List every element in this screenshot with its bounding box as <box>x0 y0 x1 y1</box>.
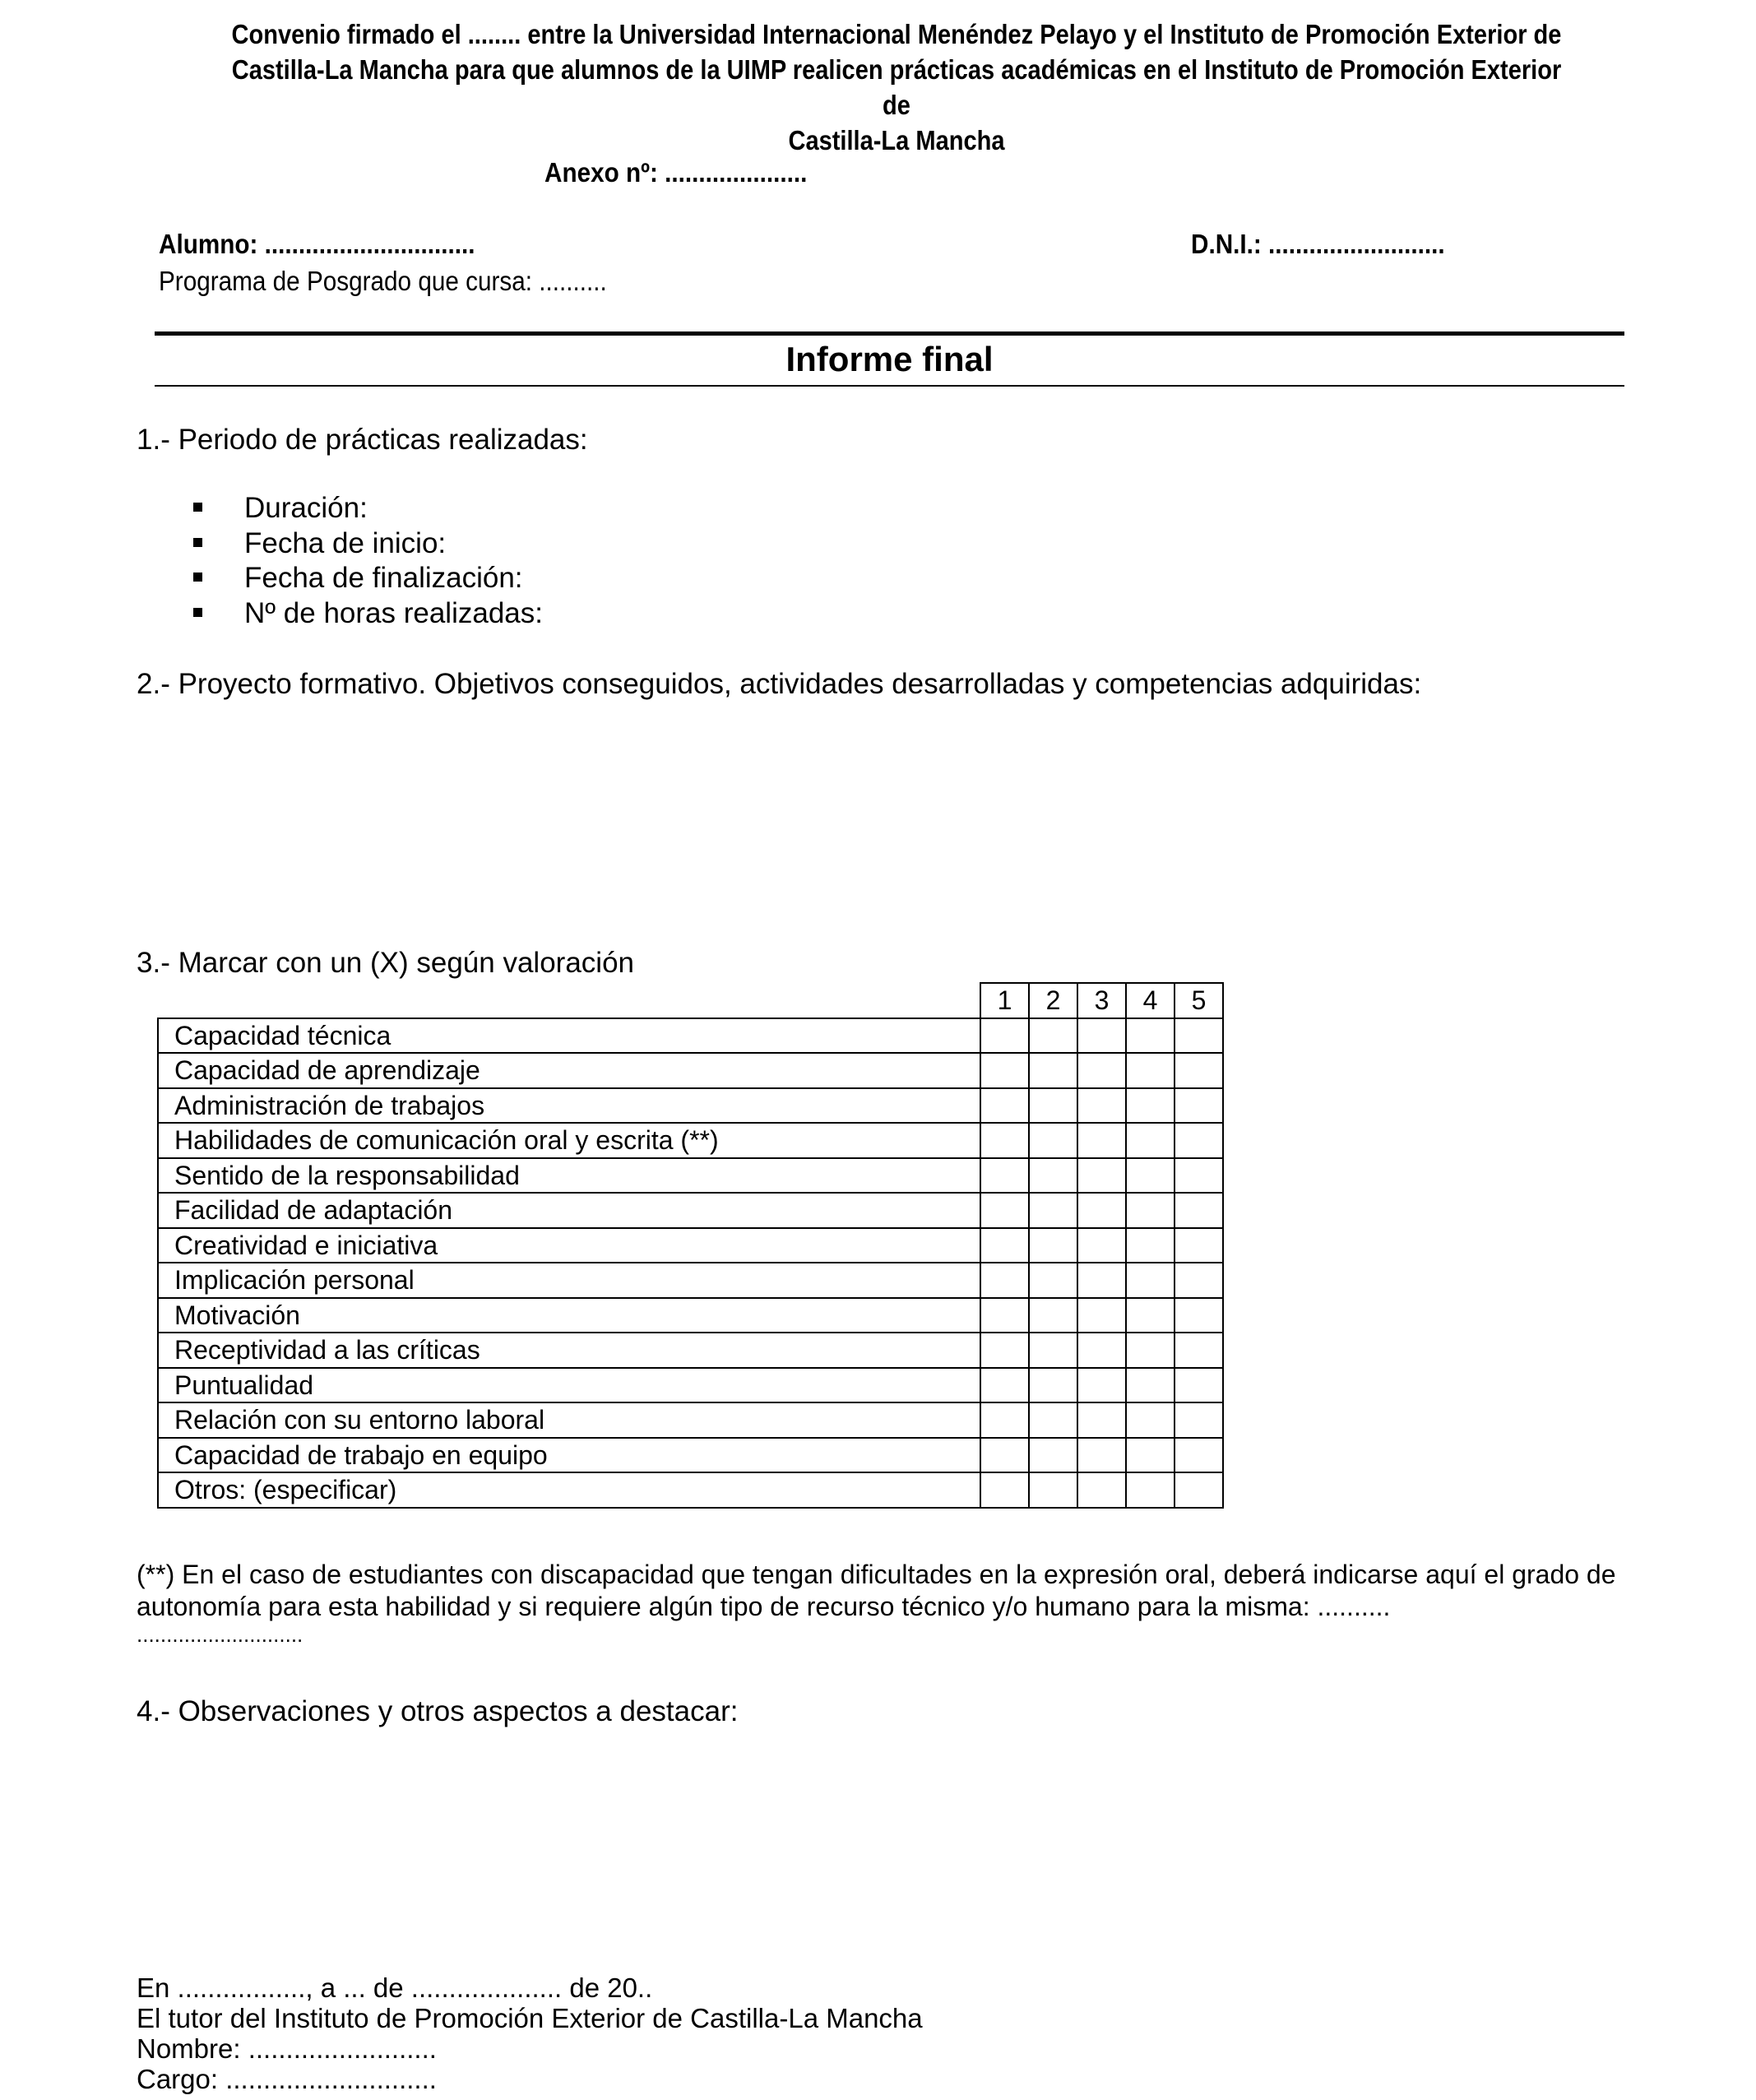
table-row <box>158 1472 1223 1508</box>
rating-cell[interactable] <box>1029 1193 1077 1228</box>
rating-cell[interactable] <box>1126 1263 1175 1298</box>
table-row <box>158 1263 1223 1298</box>
rating-cell[interactable] <box>1126 1018 1175 1054</box>
rating-cell[interactable] <box>1126 1158 1175 1194</box>
rating-cell[interactable] <box>1029 1088 1077 1124</box>
rating-cell[interactable] <box>1126 1402 1175 1438</box>
rating-cell[interactable] <box>1077 1472 1126 1508</box>
rating-cell[interactable] <box>1126 1298 1175 1333</box>
criterion-label: Puntualidad <box>158 1368 980 1403</box>
rating-cell[interactable] <box>980 1333 1029 1368</box>
rating-cell[interactable] <box>1175 1472 1223 1508</box>
rating-cell[interactable] <box>1175 1402 1223 1438</box>
student-dni: D.N.I.: .......................... <box>1191 229 1445 259</box>
rating-cell[interactable] <box>1029 1263 1077 1298</box>
bullet-square-icon <box>193 503 202 512</box>
rating-cell[interactable] <box>1077 1263 1126 1298</box>
rating-cell[interactable] <box>980 1298 1029 1333</box>
scale-1: 1 <box>980 983 1029 1018</box>
student-name: Alumno: ............................... <box>159 229 475 259</box>
criterion-label: Relación con su entorno laboral <box>158 1402 980 1438</box>
table-row <box>158 1298 1223 1333</box>
table-row <box>158 1333 1223 1368</box>
criterion-label: Facilidad de adaptación <box>158 1193 980 1228</box>
tutor-position: Cargo: ............................ <box>137 2064 437 2094</box>
rating-cell[interactable] <box>1175 1368 1223 1403</box>
list-item: Fecha de finalización: <box>193 561 543 596</box>
rating-cell[interactable] <box>1029 1472 1077 1508</box>
tutor-label: El tutor del Instituto de Promoción Exterior de Castilla-La Mancha <box>137 2003 923 2033</box>
table-row <box>158 1123 1223 1158</box>
rating-cell[interactable] <box>1175 1193 1223 1228</box>
rating-cell[interactable] <box>1029 1018 1077 1054</box>
bullet-square-icon <box>193 573 202 582</box>
rating-cell[interactable] <box>1175 1228 1223 1263</box>
rating-cell[interactable] <box>1029 1123 1077 1158</box>
criterion-label: Receptividad a las críticas <box>158 1333 980 1368</box>
list-item: Nº de horas realizadas: <box>193 596 543 632</box>
rating-cell[interactable] <box>980 1472 1029 1508</box>
rating-scale-header <box>158 983 1223 1018</box>
table-row <box>158 1053 1223 1088</box>
table-row <box>158 1402 1223 1438</box>
rating-table <box>157 982 1224 1509</box>
table-row <box>158 1368 1223 1403</box>
section-4-heading: 4.- Observaciones y otros aspectos a destacar: <box>137 1695 739 1727</box>
place-date: En ................., a ... de .................... de 20.. <box>137 1973 653 2003</box>
rating-cell[interactable] <box>1077 1333 1126 1368</box>
signature-block <box>137 1973 923 2094</box>
rating-cell[interactable] <box>1029 1158 1077 1194</box>
rating-cell[interactable] <box>1077 1193 1126 1228</box>
tutor-name: Nombre: ......................... <box>137 2033 437 2064</box>
rating-cell[interactable] <box>1175 1088 1223 1124</box>
agreement-header <box>216 16 1577 158</box>
rating-cell[interactable] <box>1126 1368 1175 1403</box>
title-bottom-rule <box>155 385 1624 387</box>
rating-cell[interactable] <box>1126 1228 1175 1263</box>
rating-cell[interactable] <box>1029 1402 1077 1438</box>
criterion-label: Otros: (especificar) <box>158 1472 980 1508</box>
list-item: Fecha de inicio: <box>193 526 543 562</box>
criterion-label: Capacidad técnica <box>158 1018 980 1054</box>
rating-cell[interactable] <box>1126 1333 1175 1368</box>
disability-note: (**) En el caso de estudiantes con discapacidad que tengan dificultades en la expresión oral, deberá indicarse aquí el grado de autonomía para esta habilidad y si requiere algún tipo de recurso técnico y/o humano para la misma: .......... ............................ <box>137 1560 1616 1647</box>
criterion-label: Capacidad de aprendizaje <box>158 1053 980 1088</box>
rating-cell[interactable] <box>1175 1053 1223 1088</box>
section-1-heading: 1.- Periodo de prácticas realizadas: <box>137 424 588 456</box>
criteria-rows <box>158 1018 1223 1508</box>
rating-cell[interactable] <box>1126 1438 1175 1473</box>
rating-cell[interactable] <box>980 1123 1029 1158</box>
rating-cell[interactable] <box>1126 1123 1175 1158</box>
rating-cell[interactable] <box>1077 1298 1126 1333</box>
rating-cell[interactable] <box>1029 1228 1077 1263</box>
rating-cell[interactable] <box>1175 1263 1223 1298</box>
rating-cell[interactable] <box>1126 1193 1175 1228</box>
scale-5: 5 <box>1175 983 1223 1018</box>
rating-cell[interactable] <box>1077 1088 1126 1124</box>
criterion-label: Capacidad de trabajo en equipo <box>158 1438 980 1473</box>
postgraduate-program: Programa de Posgrado que cursa: .......... <box>159 266 607 296</box>
table-row <box>158 1228 1223 1263</box>
table-row <box>158 1193 1223 1228</box>
rating-cell[interactable] <box>980 1193 1029 1228</box>
scale-4: 4 <box>1126 983 1175 1018</box>
rating-cell[interactable] <box>1077 1228 1126 1263</box>
table-row <box>158 1158 1223 1194</box>
rating-cell[interactable] <box>1126 1088 1175 1124</box>
table-row <box>158 1438 1223 1473</box>
rating-cell[interactable] <box>1175 1158 1223 1194</box>
header-line-1: Convenio firmado el ........ entre la Universidad Internacional Menéndez Pelayo y el Instituto de Promoción Exterior de <box>231 19 1562 49</box>
report-title: Informe final <box>785 340 994 378</box>
section-3-heading: 3.- Marcar con un (X) según valoración <box>137 947 634 979</box>
rating-cell[interactable] <box>1029 1333 1077 1368</box>
rating-cell[interactable] <box>980 1402 1029 1438</box>
rating-cell[interactable] <box>1126 1053 1175 1088</box>
rating-cell[interactable] <box>1126 1472 1175 1508</box>
criterion-label: Habilidades de comunicación oral y escrita (**) <box>158 1123 980 1158</box>
rating-cell[interactable] <box>980 1438 1029 1473</box>
header-line-2: Castilla-La Mancha para que alumnos de la UIMP realicen prácticas académicas en el Instituto de Promoción Exterior de <box>231 54 1562 120</box>
table-row <box>158 1018 1223 1054</box>
rating-cell[interactable] <box>980 1088 1029 1124</box>
rating-cell[interactable] <box>980 1018 1029 1054</box>
rating-cell[interactable] <box>1077 1368 1126 1403</box>
rating-cell[interactable] <box>1175 1333 1223 1368</box>
criterion-label: Sentido de la responsabilidad <box>158 1158 980 1194</box>
rating-cell[interactable] <box>1175 1018 1223 1054</box>
section-2-heading: 2.- Proyecto formativo. Objetivos conseguidos, actividades desarrolladas y competencias adquiridas: <box>137 668 1422 700</box>
rating-cell[interactable] <box>1175 1298 1223 1333</box>
rating-cell[interactable] <box>1077 1438 1126 1473</box>
criterion-label: Creatividad e iniciativa <box>158 1228 980 1263</box>
bullet-square-icon <box>193 608 202 617</box>
internship-period-list <box>193 491 543 631</box>
rating-cell[interactable] <box>980 1053 1029 1088</box>
rating-cell[interactable] <box>980 1158 1029 1194</box>
rating-cell[interactable] <box>1029 1438 1077 1473</box>
rating-cell[interactable] <box>1077 1158 1126 1194</box>
rating-cell[interactable] <box>1029 1298 1077 1333</box>
criterion-label: Implicación personal <box>158 1263 980 1298</box>
scale-2: 2 <box>1029 983 1077 1018</box>
rating-cell[interactable] <box>980 1263 1029 1298</box>
table-row <box>158 1088 1223 1124</box>
rating-cell[interactable] <box>1029 1368 1077 1403</box>
criterion-label: Motivación <box>158 1298 980 1333</box>
rating-cell[interactable] <box>1077 1053 1126 1088</box>
criterion-label: Administración de trabajos <box>158 1088 980 1124</box>
rating-cell[interactable] <box>1077 1018 1126 1054</box>
rating-cell[interactable] <box>1077 1123 1126 1158</box>
rating-cell[interactable] <box>1029 1053 1077 1088</box>
header-line-3: Castilla-La Mancha <box>788 125 1005 155</box>
scale-3: 3 <box>1077 983 1126 1018</box>
rating-cell[interactable] <box>980 1228 1029 1263</box>
title-top-rule <box>155 331 1624 336</box>
rating-cell[interactable] <box>1175 1438 1223 1473</box>
annex-number: Anexo nº: ..................... <box>544 157 808 188</box>
rating-cell[interactable] <box>980 1368 1029 1403</box>
list-item: Duración: <box>193 491 543 526</box>
bullet-square-icon <box>193 538 202 547</box>
rating-cell[interactable] <box>1077 1402 1126 1438</box>
rating-cell[interactable] <box>1175 1123 1223 1158</box>
